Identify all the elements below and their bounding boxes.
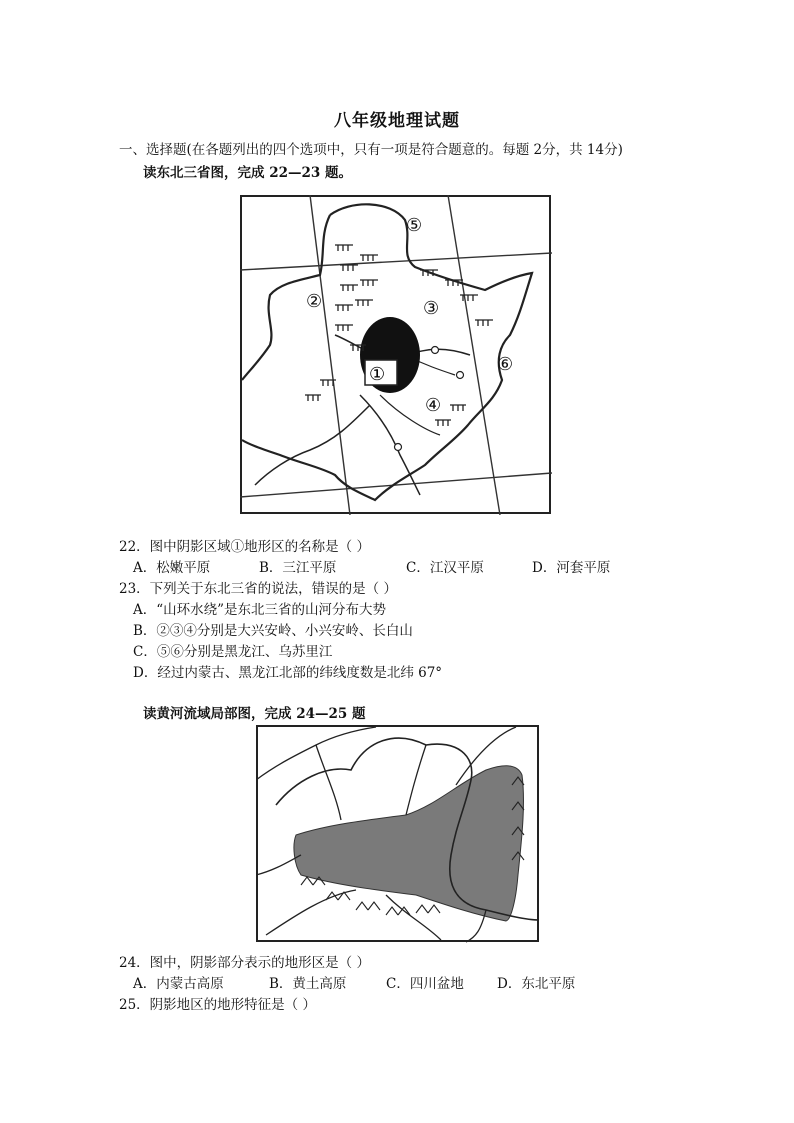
map1-label-2: ② bbox=[306, 291, 323, 312]
q24-option-c: C．四川盆地 bbox=[386, 976, 464, 992]
section-heading: 一、选择题(在各题列出的四个选项中，只有一项是符合题意的。每题 2分，共 14分) bbox=[119, 142, 623, 158]
page-title: 八年级地理试题 bbox=[334, 111, 460, 131]
question-23: 23．下列关于东北三省的说法，错误的是（ ） bbox=[119, 581, 397, 597]
q23-option-a: A．“山环水绕”是东北三省的山河分布大势 bbox=[133, 602, 387, 618]
map2-intro: 读黄河流域局部图，完成 24—25 题 bbox=[143, 706, 366, 722]
map1-label-5: ⑤ bbox=[406, 215, 423, 236]
question-22: 22．图中阴影区域①地形区的名称是（ ） bbox=[119, 539, 370, 555]
q23-option-c: C．⑤⑥分别是黑龙江、乌苏里江 bbox=[133, 644, 333, 660]
map1-label-4: ④ bbox=[425, 395, 442, 416]
map1-label-6: ⑥ bbox=[497, 354, 514, 375]
map1-label-3: ③ bbox=[423, 298, 440, 319]
yellow-river-map bbox=[256, 725, 540, 943]
map1-label-1: ① bbox=[369, 364, 386, 385]
q23-option-d: D．经过内蒙古、黑龙江北部的纬线度数是北纬 67° bbox=[133, 665, 443, 681]
q24-option-b: B．黄土高原 bbox=[269, 976, 347, 992]
northeast-china-map bbox=[240, 195, 552, 515]
q24-option-a: A．内蒙古高原 bbox=[133, 976, 224, 992]
q22-option-b: B．三江平原 bbox=[259, 560, 337, 576]
q22-option-c: C．江汉平原 bbox=[406, 560, 484, 576]
q22-option-a: A．松嫩平原 bbox=[133, 560, 211, 576]
question-24: 24．图中，阴影部分表示的地形区是（ ） bbox=[119, 955, 370, 971]
question-25: 25．阴影地区的地形特征是（ ） bbox=[119, 997, 316, 1013]
q23-option-b: B．②③④分别是大兴安岭、小兴安岭、长白山 bbox=[133, 623, 413, 639]
q22-option-d: D．河套平原 bbox=[532, 560, 611, 576]
map1-intro: 读东北三省图，完成 22—23 题。 bbox=[143, 165, 352, 181]
q24-option-d: D．东北平原 bbox=[497, 976, 576, 992]
